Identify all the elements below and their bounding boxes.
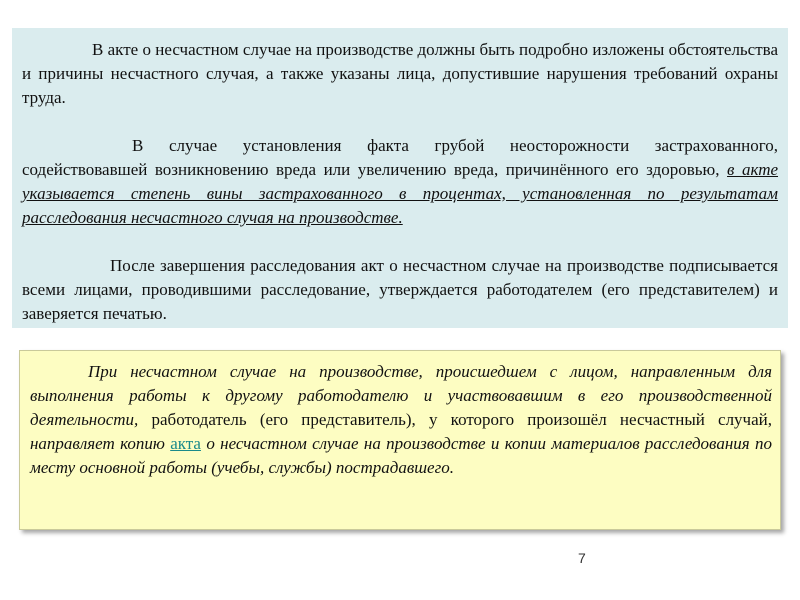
note-text-part3: направляет копию	[30, 434, 165, 453]
note-text-part1: При несчастном случае на производстве, происшедшем с лицом, направленным для выполнения работы к другому работодателю и участвовавшим в его производственной деятельности,	[30, 362, 772, 429]
paragraph-gross-negligence-text: В случае установления факта грубой неосторожности застрахованного, содействовавшей возникновению вреда или увеличению вреда, причинённого его здоровью,	[22, 136, 778, 179]
paragraph-after-investigation-text: После завершения расследования акт о несчастном случае на производстве подписывается всеми лицами, проводившими расследование, утверждается работодателем (его представителем) и заверяется печатью.	[22, 256, 778, 323]
emphasized-text: в акте указывается степень вины застрахованного в процентах, установленная по результатам расследования несчастного случая на производстве.	[22, 160, 779, 227]
info-panel	[12, 28, 788, 328]
note-text-part4: о несчастном случае на производстве и копии материалов расследования по месту основной работы (учебы, службы) пострадавшего.	[30, 434, 772, 477]
page-number: 7	[578, 550, 586, 566]
paragraph-act-content	[22, 38, 778, 110]
paragraph-gross-negligence	[22, 134, 778, 230]
act-link[interactable]: акта	[170, 434, 201, 453]
paragraph-act-content-text: В акте о несчастном случае на производстве должны быть подробно изложены обстоятельства и причины несчастного случая, а также указаны лица, допустившие нарушения требований охраны труда.	[22, 40, 778, 107]
note-panel	[19, 350, 781, 530]
note-paragraph	[30, 360, 772, 480]
note-text-part2: работодатель (его представитель), у которого произошёл несчастный случай,	[151, 410, 772, 429]
paragraph-after-investigation	[22, 254, 778, 326]
